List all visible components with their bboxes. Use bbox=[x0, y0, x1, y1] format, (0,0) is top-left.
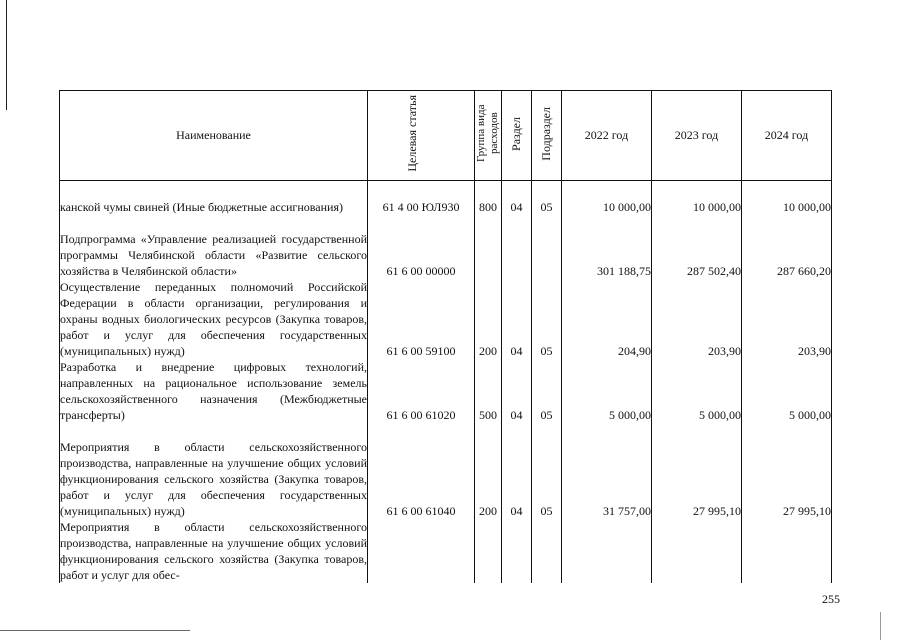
row-value-2022: 204,90 bbox=[562, 279, 652, 359]
row-value-2022: 10 000,00 bbox=[562, 181, 652, 216]
row-name: Разработка и внедрение цифровых технологий, направленных на рациональное использование земель сельскохозяйственного назначения (Межбюджетные трансферты) bbox=[60, 360, 367, 422]
row-section: 04 bbox=[502, 359, 532, 423]
row-expense-group bbox=[475, 519, 502, 583]
row-name: канской чумы свиней (Иные бюджетные ассигнования) bbox=[60, 181, 368, 216]
row-section bbox=[502, 215, 532, 279]
row-value-2023: 287 502,40 bbox=[652, 215, 742, 279]
row-target-article: 61 4 00 ЮЛ930 bbox=[368, 181, 475, 216]
row-name: Мероприятия в области сельскохозяйственного производства, направленные на улучшение общих условий функционирования сельского хозяйства (Закупка товаров, работ и услуг для обеспечения государственных (муниципальных) нужд) bbox=[60, 423, 368, 519]
row-value-2024: 5 000,00 bbox=[742, 359, 832, 423]
row-subsection: 05 bbox=[532, 423, 562, 519]
header-year-2022: 2022 год bbox=[562, 91, 652, 181]
table-row bbox=[60, 181, 832, 216]
row-value-2024: 10 000,00 bbox=[742, 181, 832, 216]
row-section: 04 bbox=[502, 181, 532, 216]
row-subsection: 05 bbox=[532, 279, 562, 359]
table-row bbox=[60, 359, 832, 423]
header-expense-group: Группа вида расходов bbox=[475, 91, 502, 181]
row-value-2022: 5 000,00 bbox=[562, 359, 652, 423]
row-value-2022: 31 757,00 bbox=[562, 423, 652, 519]
row-value-2023: 27 995,10 bbox=[652, 423, 742, 519]
table-header-row bbox=[60, 91, 832, 181]
row-subsection: 05 bbox=[532, 359, 562, 423]
row-name: Осуществление переданных полномочий Российской Федерации в области организации, регулирования и охраны водных биологических ресурсов (Закупка товаров, работ и услуг для обеспечения государственных (муниципальных) нужд) bbox=[60, 280, 367, 358]
header-target-article: Целевая статья bbox=[368, 91, 475, 181]
table-row bbox=[60, 279, 832, 359]
row-value-2023 bbox=[652, 519, 742, 583]
header-year-2023: 2023 год bbox=[652, 91, 742, 181]
row-subsection: 05 bbox=[532, 181, 562, 216]
table-row bbox=[60, 215, 832, 279]
page-number: 255 bbox=[822, 592, 840, 606]
row-value-2024: 287 660,20 bbox=[742, 215, 832, 279]
row-target-article: 61 6 00 61020 bbox=[368, 359, 475, 423]
row-subsection bbox=[532, 215, 562, 279]
row-value-2023: 10 000,00 bbox=[652, 181, 742, 216]
header-name: Наименование bbox=[60, 91, 368, 181]
row-name: Мероприятия в области сельскохозяйственного производства, направленные на улучшение общих условий функционирования сельского хозяйства (Закупка товаров, работ и услуг для обес- bbox=[60, 520, 367, 582]
row-expense-group: 500 bbox=[475, 359, 502, 423]
header-subsection: Подраздел bbox=[532, 91, 562, 181]
header-section: Раздел bbox=[502, 91, 532, 181]
budget-table bbox=[59, 90, 832, 583]
row-value-2022 bbox=[562, 519, 652, 583]
row-value-2024: 27 995,10 bbox=[742, 423, 832, 519]
row-value-2023: 5 000,00 bbox=[652, 359, 742, 423]
row-target-article bbox=[368, 519, 475, 583]
table-row bbox=[60, 423, 832, 519]
row-expense-group: 200 bbox=[475, 423, 502, 519]
row-value-2024: 203,90 bbox=[742, 279, 832, 359]
row-expense-group: 200 bbox=[475, 279, 502, 359]
row-value-2023: 203,90 bbox=[652, 279, 742, 359]
row-name: Подпрограмма «Управление реализацией государственной программы Челябинской области «Развитие сельского хозяйства в Челябинской области» bbox=[60, 215, 368, 279]
row-target-article: 61 6 00 59100 bbox=[368, 279, 475, 359]
row-expense-group bbox=[475, 215, 502, 279]
row-section: 04 bbox=[502, 279, 532, 359]
row-section bbox=[502, 519, 532, 583]
scan-edge-line bbox=[6, 0, 7, 110]
row-section: 04 bbox=[502, 423, 532, 519]
header-year-2024: 2024 год bbox=[742, 91, 832, 181]
scan-margin-mark bbox=[880, 612, 881, 640]
row-value-2022: 301 188,75 bbox=[562, 215, 652, 279]
table-row bbox=[60, 519, 832, 583]
row-target-article: 61 6 00 61040 bbox=[368, 423, 475, 519]
row-target-article: 61 6 00 00000 bbox=[368, 215, 475, 279]
scan-bottom-line bbox=[0, 630, 190, 631]
row-value-2024 bbox=[742, 519, 832, 583]
row-subsection bbox=[532, 519, 562, 583]
row-expense-group: 800 bbox=[475, 181, 502, 216]
